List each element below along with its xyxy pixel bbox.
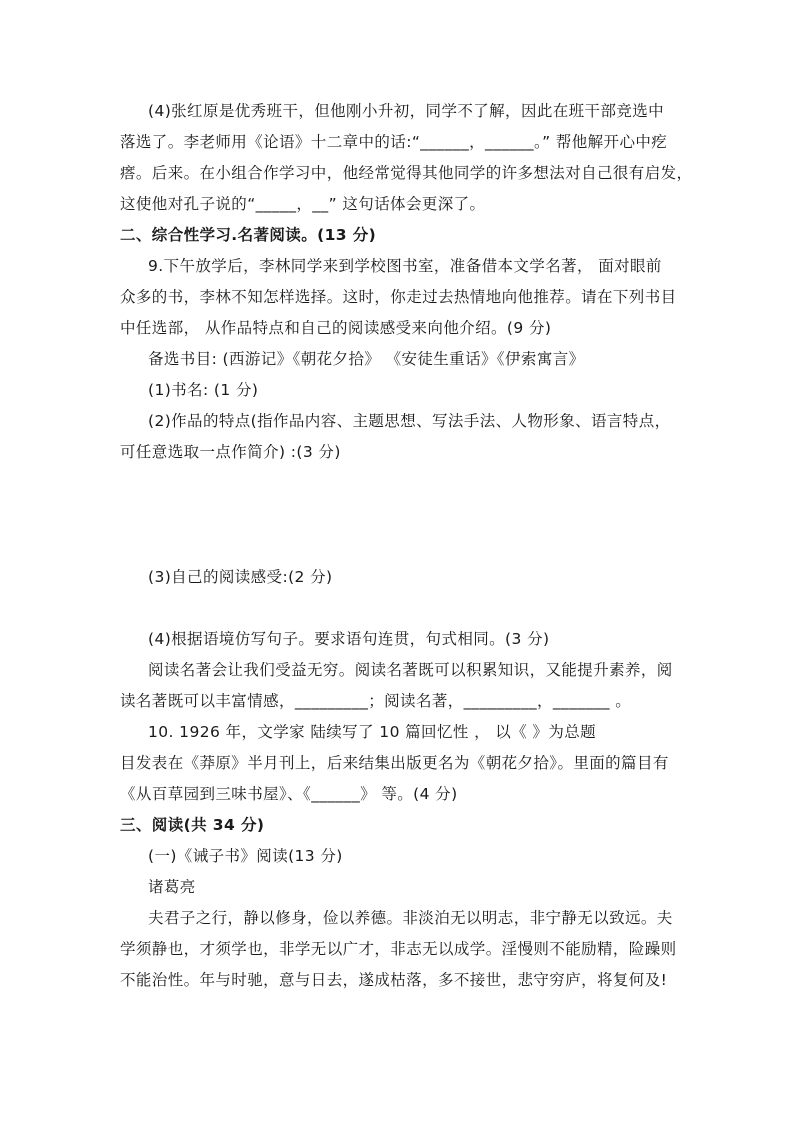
passage-line-2: 学须静也，才须学也，非学无以广才，非志无以成学。淫慢则不能励精，险躁则 bbox=[120, 940, 677, 958]
question-9-line-2: 众多的书，李林不知怎样选择。这时，你走过去热情地向他推荐。请在下列书目 bbox=[120, 288, 677, 306]
author-name: 诸葛亮 bbox=[148, 878, 196, 896]
question-9-line-1: 9.下午放学后，李林同学来到学校图书室，准备借本文学名著， 面对眼前 bbox=[148, 257, 662, 275]
question-10-line-3: 《从百草园到三味书屋》、《______》 等。(4 分) bbox=[120, 785, 458, 803]
sub-question-2-line-2: 可任意选取一点作简介) :(3 分) bbox=[120, 443, 341, 461]
question-4-line-2: 落选了。李老师用《论语》十二章中的话:“______，______。” 帮他解开心中疙 bbox=[120, 133, 668, 151]
passage-line-1: 夫君子之行，静以修身，俭以养德。非淡泊无以明志，非宁静无以致远。夫 bbox=[148, 909, 673, 927]
question-10-line-1: 10. 1926 年，文学家 陆续写了 10 篇回忆性 ， 以《 》为总题 bbox=[148, 723, 597, 741]
passage-line-3: 不能治性。年与时驰，意与日去，遂成枯落，多不接世，悲守穷庐，将复何及! bbox=[120, 971, 668, 989]
question-4-line-4: 这使他对孔子说的“_____，__” 这句话体会更深了。 bbox=[120, 195, 486, 213]
question-4-line-1: (4)张红原是优秀班干，但他刚小升初，同学不了解，因此在班干部竞选中 bbox=[148, 102, 665, 120]
question-4-line-3: 瘩。后来。在小组合作学习中，他经常觉得其他同学的许多想法对自己很有启发， bbox=[120, 164, 693, 182]
sub-question-3: (3)自己的阅读感受:(2 分) bbox=[148, 568, 333, 586]
imitation-line-2: 读名著既可以丰富情感，_________；阅读名著，_________，_______ 。 bbox=[120, 692, 632, 710]
sub-question-4: (4)根据语境仿写句子。要求语句连贯，句式相同。(3 分) bbox=[148, 630, 550, 648]
question-9-line-3: 中任选部， 从作品特点和自己的阅读感受来向他介绍。(9 分) bbox=[120, 319, 552, 337]
section-3-heading: 三、阅读(共 34 分) bbox=[120, 816, 265, 834]
reading-1-title: (一)《诫子书》阅读(13 分) bbox=[148, 847, 343, 865]
imitation-line-1: 阅读名著会让我们受益无穷。阅读名著既可以积累知识，又能提升素养，阅 bbox=[148, 661, 673, 679]
sub-question-2-line-1: (2)作品的特点(指作品内容、主题思想、写法手法、人物形象、语言特点， bbox=[148, 412, 671, 430]
question-10-line-2: 目发表在《莽原》半月刊上，后来结集出版更名为《朝花夕拾》。里面的篇目有 bbox=[120, 754, 669, 772]
sub-question-1: (1)书名: (1 分) bbox=[148, 381, 259, 399]
book-options: 备选书目: (西游记》《朝花夕拾》 《安徒生重话》《伊索寓言》 bbox=[148, 350, 585, 368]
section-2-heading: 二、综合性学习.名著阅读。(13 分) bbox=[120, 226, 377, 244]
